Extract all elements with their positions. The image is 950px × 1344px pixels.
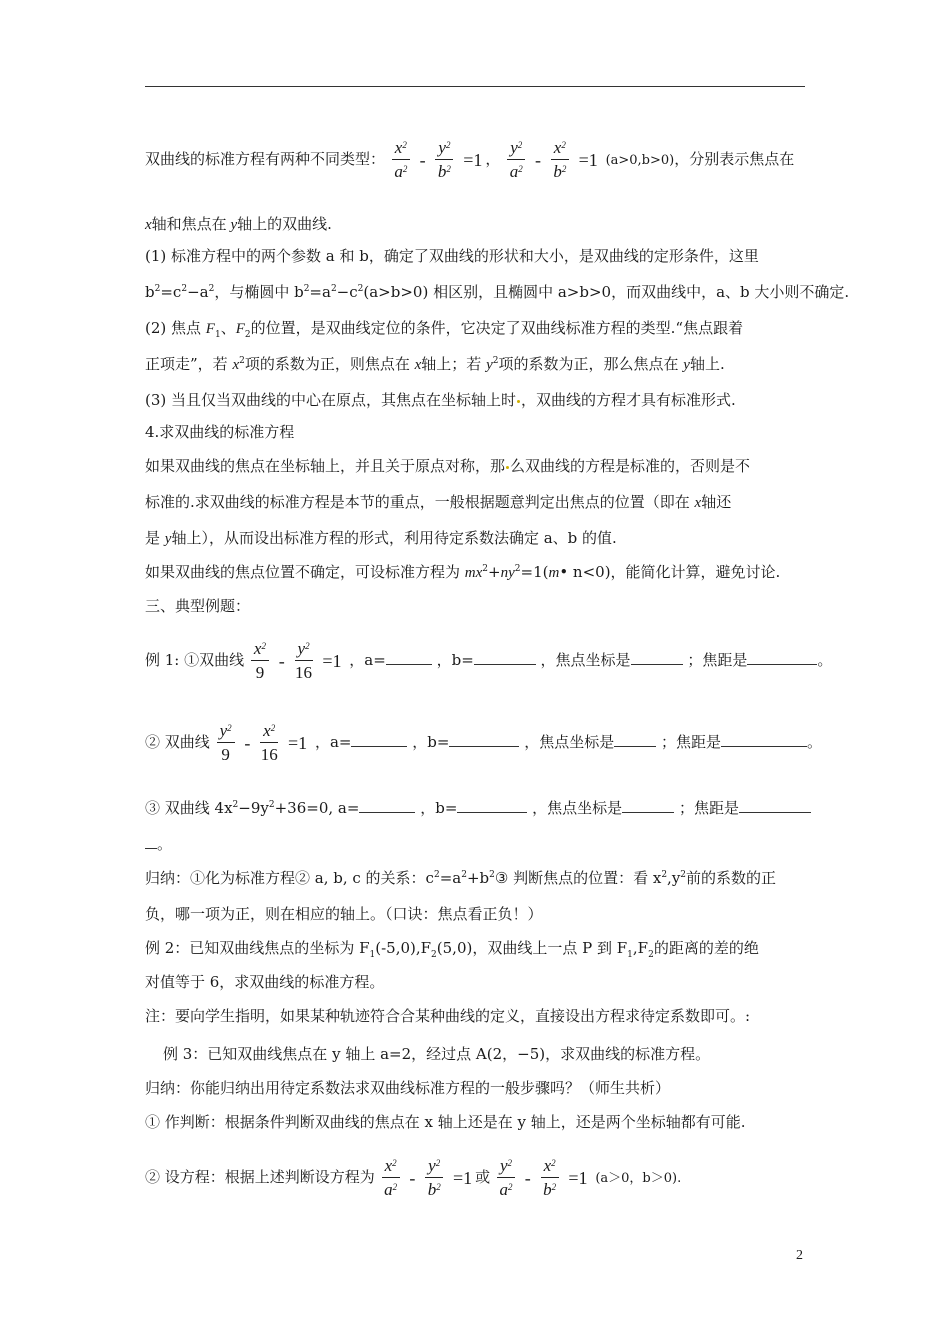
fraction-x2-a2: $\frac{x^2}{a^2}$ bbox=[392, 138, 410, 182]
fraction-x2-a2: $\frac{x^2}{a^2}$ bbox=[382, 1156, 400, 1200]
page-number: 2 bbox=[796, 1248, 803, 1263]
fraction-y2-9: $\frac{y^2}{9}$ bbox=[217, 721, 235, 765]
example-5: 例 3：已知双曲线焦点在 y 轴上 a=2，经过点 A(2，−5)，求双曲线的标准方程。 bbox=[163, 1045, 711, 1063]
example-3-end: 。 bbox=[145, 834, 172, 854]
answer-blank-b[interactable] bbox=[474, 650, 536, 665]
fraction-y2-b2: $\frac{y^2}{b^2}$ bbox=[425, 1156, 443, 1200]
fraction-y2-b2: $\frac{y^2}{b^2}$ bbox=[435, 138, 453, 182]
answer-blank-a[interactable] bbox=[359, 798, 415, 813]
paragraph-5: 如果双曲线的焦点位置不确定，可设标准方程为 $mx^2+ny^2=1(m•$ n<0)，能简化计算，避免讨论. bbox=[145, 563, 781, 581]
answer-blank-focal-distance[interactable] bbox=[747, 650, 817, 665]
answer-blank-focal-distance[interactable] bbox=[721, 732, 807, 747]
example-3: ③ 双曲线 $4x^2-9y^2+36=0$, a= ，b= ，焦点坐标是 ；焦距是 bbox=[145, 798, 811, 818]
fraction-x2-b2: $\frac{x^2}{b^2}$ bbox=[551, 138, 569, 182]
answer-blank-foci[interactable] bbox=[614, 732, 656, 747]
answer-blank-foci[interactable] bbox=[622, 798, 674, 813]
step-1: ① 作判断：根据条件判断双曲线的焦点在 x 轴上还是在 y 轴上，还是两个坐标轴都有可能. bbox=[145, 1113, 746, 1131]
section-heading-4: 4.求双曲线的标准方程 bbox=[145, 423, 295, 441]
standard-forms-line2: x轴和焦点在 y轴上的双曲线. bbox=[145, 215, 332, 233]
paragraph-4a: 如果双曲线的焦点在坐标轴上，并且关于原点对称，那 么双曲线的方程是标准的，否则是不 bbox=[145, 457, 751, 475]
fraction-y2-a2: $\frac{y^2}{a^2}$ bbox=[507, 138, 525, 182]
fraction-x2-b2: $\frac{x^2}{b^2}$ bbox=[541, 1156, 559, 1200]
fraction-y2-a2: $\frac{y^2}{a^2}$ bbox=[497, 1156, 515, 1200]
teacher-note: 注：要向学生指明，如果某种轨迹符合合某种曲线的定义，直接设出方程求待定系数即可。: bbox=[145, 1007, 751, 1025]
paragraph-4b: 标准的.求双曲线的标准方程是本节的重点，一般根据题意判定出焦点的位置（即在 x轴还 bbox=[145, 493, 732, 511]
paragraph-4c: 是 y轴上），从而设出标准方程的形式，利用待定系数法确定 a、b 的值. bbox=[145, 529, 617, 547]
example-4b: 对值等于 6，求双曲线的标准方程。 bbox=[145, 973, 385, 991]
paragraph-2b: 正项走”，若 $x^2$项的系数为正，则焦点在 x轴上；若 $y^2$项的系数为正，那么焦点在 y轴上. bbox=[145, 355, 725, 373]
section-heading-examples: 三、典型例题： bbox=[145, 597, 251, 615]
text: 双曲线的标准方程有两种不同类型： bbox=[145, 150, 386, 168]
standard-forms-line: 双曲线的标准方程有两种不同类型： $\frac{x^2}{a^2}$ - $\frac{y^2}{b^2}$ =1 ， $\frac{y^2}{a^2}$ - $\frac{x^2}{b^2}$ =1 (a>0,b>0)，分别表示焦点在 bbox=[145, 138, 795, 181]
answer-blank-foci[interactable] bbox=[631, 650, 683, 665]
paragraph-1b: $b^2=c^2-a^2$，与椭圆中 $b^2=a^2-c^2(a>b>0)$ 相区别，且椭圆中 a>b>0，而双曲线中，a、b 大小则不确定. bbox=[145, 283, 850, 301]
fraction-x2-9: $\frac{x^2}{9}$ bbox=[251, 639, 269, 683]
answer-blank-a[interactable] bbox=[351, 732, 407, 747]
summary-1a: 归纳：①化为标准方程② a, b, c 的关系：$c^2=a^2+b^2③$ 判断焦点的位置：看 $x^2,y^2$前的系数的正 bbox=[145, 869, 777, 887]
summary-1b: 负，哪一项为正，则在相应的轴上。（口诀：焦点看正负！） bbox=[145, 905, 543, 923]
summary-2: 归纳：你能归纳出用待定系数法求双曲线标准方程的一般步骤吗？（师生共析） bbox=[145, 1079, 671, 1097]
example-4a: 例 2：已知双曲线焦点的坐标为 $F_1(-5,0),F_2(5,0)$，双曲线上一点 P 到 $F_1,F_2$的距离的差的绝 bbox=[145, 939, 759, 960]
paragraph-1a: (1) 标准方程中的两个参数 a 和 b，确定了双曲线的形状和大小，是双曲线的定形条件，这里 bbox=[145, 247, 759, 265]
paragraph-2a: (2) 焦点 $F_1$、$F_2$的位置，是双曲线定位的条件，它决定了双曲线标准方程的类型.“焦点跟着 bbox=[145, 319, 744, 340]
answer-blank-b[interactable] bbox=[457, 798, 527, 813]
header-rule bbox=[145, 86, 805, 87]
answer-blank-focal-distance[interactable] bbox=[739, 798, 811, 813]
example-1: 例 1: ①双曲线 $\frac{x^2}{9}$ - $\frac{y^2}{16}$ =1 ，a= ，b= ，焦点坐标是 ；焦距是 。 bbox=[145, 639, 833, 682]
answer-blank-b[interactable] bbox=[449, 732, 519, 747]
answer-blank-a[interactable] bbox=[386, 650, 432, 665]
fraction-y2-16: $\frac{y^2}{16}$ bbox=[295, 639, 313, 682]
example-2: ② 双曲线 $\frac{y^2}{9}$ - $\frac{x^2}{16}$ =1 ，a= ，b= ，焦点坐标是 ；焦距是 。 bbox=[145, 721, 823, 764]
fraction-x2-16: $\frac{x^2}{16}$ bbox=[260, 721, 278, 764]
step-2: ② 设方程：根据上述判断设方程为 $\frac{x^2}{a^2}$ - $\frac{y^2}{b^2}$ =1 或 $\frac{y^2}{a^2}$ - $\frac{x^2}{b^2}$ =1 (a＞0，b＞0). bbox=[145, 1156, 682, 1199]
blank-continuation bbox=[145, 834, 157, 849]
paragraph-3: (3) 当且仅当双曲线的中心在原点，其焦点在坐标轴上时 ，双曲线的方程才具有标准形式. bbox=[145, 391, 736, 409]
